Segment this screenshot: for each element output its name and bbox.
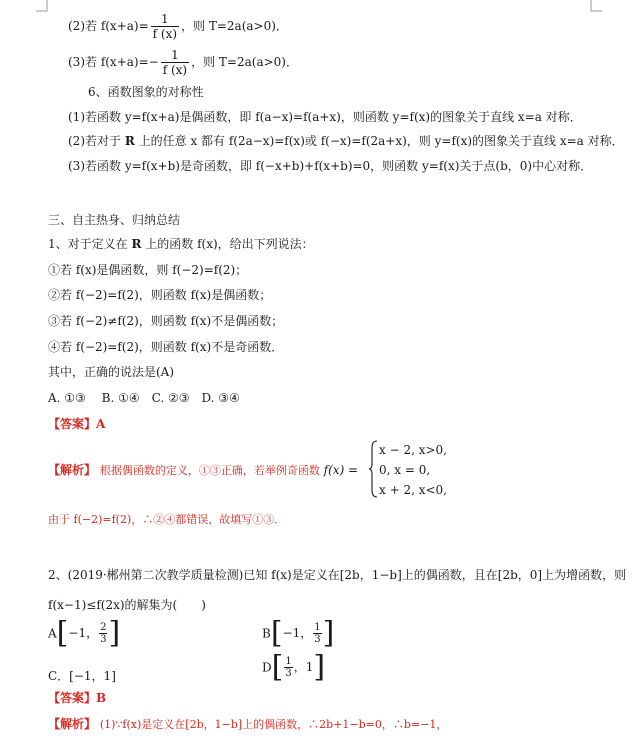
question-1-stem: 1、对于定义在 R 上的函数 f(x)，给出下列说法： bbox=[48, 237, 314, 251]
fraction: $\frac{1}{3}$ bbox=[285, 656, 292, 679]
top-left-crop-mark bbox=[36, 0, 48, 12]
top-right-crop-mark bbox=[590, 0, 602, 12]
section-heading: 三、自主热身、归纳总结 bbox=[48, 213, 181, 227]
question-2-analysis: 【解析】 (1)∵f(x)是定义在[2b，1−b]上的偶函数，∴2b+1−b=0，∴b=−1， bbox=[48, 717, 448, 731]
question-1-option-1: ①若 f(x)是偶函数，则 f(−2)=f(2)； bbox=[48, 263, 248, 277]
question-1-analysis: 【解析】 根据偶函数的定义，①③正确，若举例奇函数 f(x) = bbox=[48, 463, 359, 477]
symmetry-item-3: (3)若函数 y=f(x+b)是奇函数，即 f(−x+b)+f(x+b)=0，则函数 y=f(x)关于点(b，0)中心对称． bbox=[68, 159, 593, 173]
question-2-stem-continued: f(x−1)≤f(2x)的解集为( ) bbox=[48, 598, 206, 612]
question-1-analysis-conclusion: 由于 f(−2)=f(2)，∴②④都错误，故填写①③． bbox=[48, 513, 286, 526]
periodicity-item-3: (3)若 f(x+a)=− $\frac{1}{f (x)}$ ，则 T=2a(a>0)． bbox=[68, 48, 298, 77]
question-1-answer: 【答案】A bbox=[48, 417, 106, 431]
symmetry-heading: 6、函数图象的对称性 bbox=[88, 85, 204, 99]
symmetry-item-2: (2)若对于 R 上的任意 x 都有 f(2a−x)=f(x)或 f(−x)=f(2a+x)，则 y=f(x)的图象关于直线 x=a 对称． bbox=[68, 134, 624, 148]
fraction: $\frac{1}{f (x)}$ bbox=[162, 48, 188, 77]
question-2-option-c: C．[−1，1] bbox=[48, 669, 116, 683]
question-1-prompt: 其中，正确的说法是(A) bbox=[48, 365, 175, 379]
periodicity-item-2: (2)若 f(x+a)= $\frac{1}{f (x)}$ ，则 T=2a(a>0)． bbox=[68, 12, 288, 41]
question-2-stem: 2、(2019·郴州第二次教学质量检测)已知 f(x)是定义在[2b，1−b]上的偶函数，且在[2b，0]上为增函数，则 bbox=[48, 568, 627, 582]
question-2-option-b: B[−1， $\frac{1}{3}$ ] bbox=[262, 615, 335, 651]
piecewise-case-2: 0, x = 0, bbox=[379, 463, 431, 477]
fraction: $\frac{2}{3}$ bbox=[100, 622, 107, 645]
piecewise-brace bbox=[368, 440, 378, 498]
fraction: $\frac{1}{f (x)}$ bbox=[152, 12, 178, 41]
question-1-option-3: ③若 f(−2)≠f(2)，则函数 f(x)不是偶函数； bbox=[48, 314, 284, 328]
question-2-answer: 【答案】B bbox=[48, 691, 107, 705]
question-1-option-2: ②若 f(−2)=f(2)，则函数 f(x)是偶函数； bbox=[48, 288, 272, 302]
question-1-option-4: ④若 f(−2)=f(2)，则函数 f(x)不是奇函数． bbox=[48, 340, 284, 354]
fraction: $\frac{1}{3}$ bbox=[314, 622, 321, 645]
symmetry-item-1: (1)若函数 y=f(x+a)是偶函数，即 f(a−x)=f(a+x)，则函数 y=f(x)的图象关于直线 x=a 对称． bbox=[68, 110, 582, 124]
question-2-option-a: A[−1， $\frac{2}{3}$ ] bbox=[48, 615, 121, 651]
question-1-choices: A. ①③ B. ①④ C. ②③ D. ③④ bbox=[48, 391, 240, 405]
piecewise-case-1: x − 2, x>0, bbox=[379, 443, 447, 457]
question-2-option-d: D[ $\frac{1}{3}$ ，1] bbox=[262, 649, 326, 685]
piecewise-case-3: x + 2, x<0, bbox=[379, 483, 447, 497]
